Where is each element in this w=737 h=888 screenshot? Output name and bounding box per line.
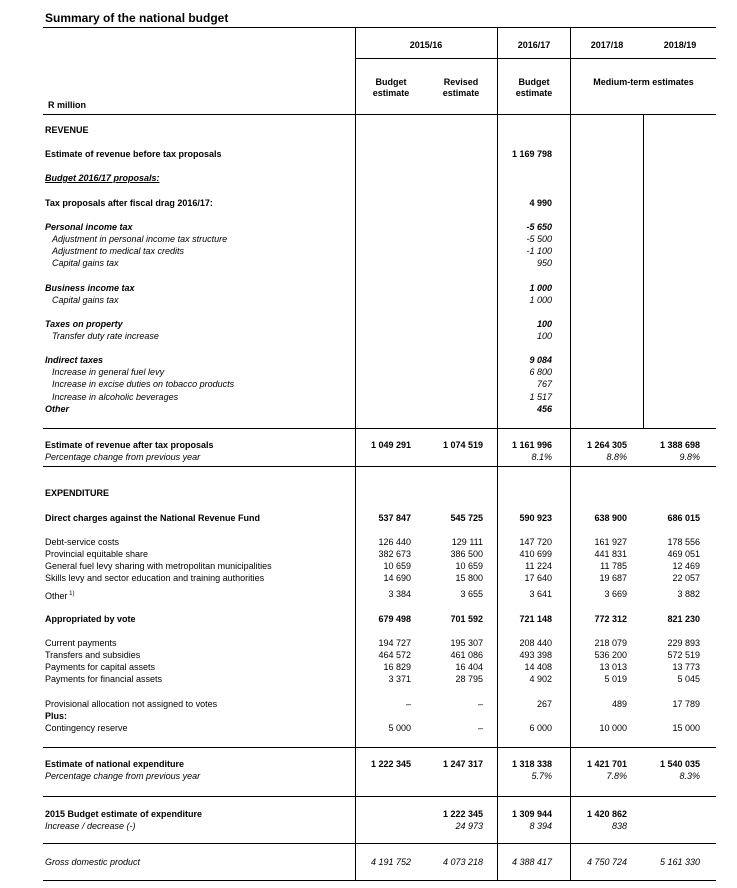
row-value-v4: 161 927 — [594, 537, 627, 547]
header-revised-estimate: Revised estimate — [442, 77, 480, 98]
row-value-v3: 8.1% — [531, 452, 552, 462]
comparison-bottom-rule — [43, 843, 716, 844]
row-value-v1: 3 371 — [388, 674, 411, 684]
year-2018-19: 2018/19 — [663, 40, 697, 50]
expenditure-bottom-rule — [43, 747, 716, 748]
row-label: Increase / decrease (-) — [45, 821, 136, 831]
row-value-v3: -5 500 — [526, 234, 552, 244]
row-value-v3: 9 084 — [529, 355, 552, 365]
row-value-v5: 469 051 — [667, 549, 700, 559]
row-label: Current payments — [45, 638, 117, 648]
row-value-v1: 16 829 — [383, 662, 411, 672]
row-value-v5: 12 469 — [672, 561, 700, 571]
row-value-v3: 1 000 — [529, 283, 552, 293]
row-value-v4: 772 312 — [594, 614, 627, 624]
row-value-v5: 17 789 — [672, 699, 700, 709]
row-value-v2: 386 500 — [450, 549, 483, 559]
col-rule-2017 — [570, 27, 571, 880]
top-rule — [43, 27, 716, 28]
row-value-v5: 8.3% — [679, 771, 700, 781]
row-value-v4: 3 669 — [604, 589, 627, 599]
row-value-v4: 10 000 — [599, 723, 627, 733]
row-value-v3: 4 990 — [529, 198, 552, 208]
row-value-v1: 1 222 345 — [370, 759, 411, 769]
row-value-v2: 195 307 — [450, 638, 483, 648]
row-value-v2: 545 725 — [450, 513, 483, 523]
row-value-v3: -1 100 — [526, 246, 552, 256]
row-value-v2: 10 659 — [455, 561, 483, 571]
row-value-v4: 19 687 — [599, 573, 627, 583]
row-value-v5: 15 000 — [672, 723, 700, 733]
row-label: Provincial equitable share — [45, 549, 149, 559]
pct-bottom-rule — [43, 466, 716, 467]
row-value-v2: 701 592 — [450, 614, 483, 624]
row-value-v4: 1 264 305 — [586, 440, 627, 450]
row-label: Appropriated by vote — [45, 614, 136, 624]
row-label: Direct charges against the National Revenue Fund — [45, 513, 261, 523]
row-value-v5: 13 773 — [672, 662, 700, 672]
row-value-v2: 4 073 218 — [442, 857, 483, 867]
row-label: Other $^{1)}$ — [45, 591, 75, 601]
row-value-v5: 5 161 330 — [659, 857, 700, 867]
row-value-v4: 13 013 — [599, 662, 627, 672]
row-value-v4: 5 019 — [604, 674, 627, 684]
row-value-v3: 721 148 — [519, 614, 552, 624]
row-value-v2: 1 074 519 — [442, 440, 483, 450]
row-value-v4: 638 900 — [594, 513, 627, 523]
row-value-v2: 3 655 — [460, 589, 483, 599]
row-value-v1: 537 847 — [378, 513, 411, 523]
row-label: Business income tax — [45, 283, 135, 293]
table-bottom-rule — [43, 880, 716, 881]
row-value-v1: 3 384 — [388, 589, 411, 599]
row-value-v4: 1 421 701 — [586, 759, 627, 769]
row-value-v1: 14 690 — [383, 573, 411, 583]
row-value-v5: 1 540 035 — [659, 759, 700, 769]
row-value-v4: 8.8% — [606, 452, 627, 462]
row-label: Debt-service costs — [45, 537, 120, 547]
row-label: Capital gains tax — [52, 295, 119, 305]
row-value-v5: 3 882 — [677, 589, 700, 599]
row-value-v2: 15 800 — [455, 573, 483, 583]
row-value-v3: 4 388 417 — [511, 857, 552, 867]
row-value-v3: 100 — [536, 319, 552, 329]
row-value-v3: 767 — [536, 379, 552, 389]
row-value-v3: 267 — [536, 699, 552, 709]
row-value-v1: 464 572 — [378, 650, 411, 660]
row-value-v1: 5 000 — [388, 723, 411, 733]
header-unit: R million — [48, 100, 86, 110]
row-label: Skills levy and sector education and training authorities — [45, 573, 265, 583]
row-value-v3: 3 641 — [529, 589, 552, 599]
row-value-v3: 1 309 944 — [511, 809, 552, 819]
row-label: Budget 2016/17 proposals: — [45, 173, 160, 183]
row-value-v3: 1 318 338 — [511, 759, 552, 769]
row-value-v1: 126 440 — [378, 537, 411, 547]
row-value-v2: 16 404 — [455, 662, 483, 672]
row-value-v2: 28 795 — [455, 674, 483, 684]
row-value-v3: 8 394 — [529, 821, 552, 831]
row-label: Transfers and subsidies — [45, 650, 141, 660]
row-value-v3: 14 408 — [524, 662, 552, 672]
year-2016-17: 2016/17 — [517, 40, 551, 50]
header-budget-estimate-2016: Budget estimate — [515, 77, 553, 98]
row-label: Estimate of revenue after tax proposals — [45, 440, 214, 450]
row-label: Adjustment in personal income tax structure — [52, 234, 228, 244]
row-value-v4: 441 831 — [594, 549, 627, 559]
row-value-v3: 493 398 — [519, 650, 552, 660]
revenue-bottom-rule — [43, 428, 716, 429]
row-value-v3: 5.7% — [531, 771, 552, 781]
row-label: Estimate of national expenditure — [45, 759, 185, 769]
row-value-v1: 4 191 752 — [370, 857, 411, 867]
header-bottom-rule — [43, 114, 716, 115]
row-value-v2: – — [477, 723, 483, 733]
row-value-v3: 950 — [536, 258, 552, 268]
row-label: Personal income tax — [45, 222, 133, 232]
document-title: Summary of the national budget — [45, 11, 229, 25]
footnote-marker: 1) — [67, 591, 75, 597]
row-label: Adjustment to medical tax credits — [52, 246, 185, 256]
header-medium-term: Medium-term estimates — [593, 77, 694, 87]
row-value-v3: 1 000 — [529, 295, 552, 305]
row-value-v1: 194 727 — [378, 638, 411, 648]
row-label: Contingency reserve — [45, 723, 128, 733]
row-label: Increase in alcoholic beverages — [52, 392, 179, 402]
row-value-v3: 410 699 — [519, 549, 552, 559]
est-bottom-rule — [43, 796, 716, 797]
row-value-v1: 10 659 — [383, 561, 411, 571]
row-value-v5: 22 057 — [672, 573, 700, 583]
row-value-v1: – — [405, 699, 411, 709]
row-value-v3: 208 440 — [519, 638, 552, 648]
row-label: Plus: — [45, 711, 68, 721]
row-value-v2: 1 247 317 — [442, 759, 483, 769]
row-value-v3: -5 650 — [526, 222, 552, 232]
row-value-v2: 1 222 345 — [442, 809, 483, 819]
row-value-v4: 838 — [611, 821, 627, 831]
row-value-v3: 456 — [536, 404, 552, 414]
row-label: Estimate of revenue before tax proposals — [45, 149, 222, 159]
row-value-v5: 686 015 — [667, 513, 700, 523]
row-value-v5: 572 519 — [667, 650, 700, 660]
row-value-v4: 536 200 — [594, 650, 627, 660]
row-label: Percentage change from previous year — [45, 452, 201, 462]
row-value-v3: 1 169 798 — [511, 149, 552, 159]
row-value-v1: 1 049 291 — [370, 440, 411, 450]
row-value-v3: 590 923 — [519, 513, 552, 523]
row-label: Tax proposals after fiscal drag 2016/17: — [45, 198, 213, 208]
year-header-rule — [355, 58, 716, 59]
row-value-v1: 382 673 — [378, 549, 411, 559]
row-value-v5: 9.8% — [679, 452, 700, 462]
row-label: Indirect taxes — [45, 355, 104, 365]
row-label: Provisional allocation not assigned to votes — [45, 699, 218, 709]
row-label: General fuel levy sharing with metropolitan municipalities — [45, 561, 272, 571]
row-value-v4: 7.8% — [606, 771, 627, 781]
row-value-v5: 178 556 — [667, 537, 700, 547]
row-value-v2: 24 973 — [455, 821, 483, 831]
row-value-v5: 821 230 — [667, 614, 700, 624]
row-label: Other — [45, 404, 70, 414]
row-label: 2015 Budget estimate of expenditure — [45, 809, 203, 819]
row-value-v3: 17 640 — [524, 573, 552, 583]
row-label: REVENUE — [45, 125, 89, 135]
row-label: Gross domestic product — [45, 857, 141, 867]
col-rule-2015 — [355, 27, 356, 880]
row-value-v2: 129 111 — [451, 537, 483, 547]
header-budget-estimate: Budget estimate — [372, 77, 410, 98]
row-value-v3: 4 902 — [529, 674, 552, 684]
row-value-v3: 6 000 — [529, 723, 552, 733]
row-label: Transfer duty rate increase — [52, 331, 159, 341]
row-label: EXPENDITURE — [45, 488, 110, 498]
row-value-v3: 11 224 — [525, 561, 552, 571]
row-value-v4: 4 750 724 — [586, 857, 627, 867]
row-value-v5: 229 893 — [667, 638, 700, 648]
row-label: Taxes on property — [45, 319, 123, 329]
year-2017-18: 2017/18 — [590, 40, 624, 50]
col-rule-2016 — [497, 27, 498, 880]
row-value-v4: 218 079 — [594, 638, 627, 648]
year-2015-16: 2015/16 — [409, 40, 443, 50]
row-label: Payments for capital assets — [45, 662, 156, 672]
row-label: Capital gains tax — [52, 258, 119, 268]
row-value-v5: 1 388 698 — [659, 440, 700, 450]
row-label: Increase in excise duties on tobacco products — [52, 379, 235, 389]
row-value-v3: 100 — [536, 331, 552, 341]
row-value-v3: 6 800 — [529, 367, 552, 377]
row-value-v1: 679 498 — [378, 614, 411, 624]
row-label: Increase in general fuel levy — [52, 367, 165, 377]
row-value-v3: 1 161 996 — [511, 440, 552, 450]
row-label: Percentage change from previous year — [45, 771, 201, 781]
col-rule-2017-2018-rev — [643, 114, 644, 428]
row-value-v3: 1 517 — [529, 392, 552, 402]
row-value-v2: – — [477, 699, 483, 709]
row-value-v4: 489 — [611, 699, 627, 709]
row-label: Payments for financial assets — [45, 674, 163, 684]
row-value-v4: 1 420 862 — [586, 809, 627, 819]
row-value-v2: 461 086 — [450, 650, 483, 660]
row-value-v5: 5 045 — [677, 674, 700, 684]
row-value-v3: 147 720 — [519, 537, 552, 547]
row-value-v4: 11 785 — [600, 561, 627, 571]
